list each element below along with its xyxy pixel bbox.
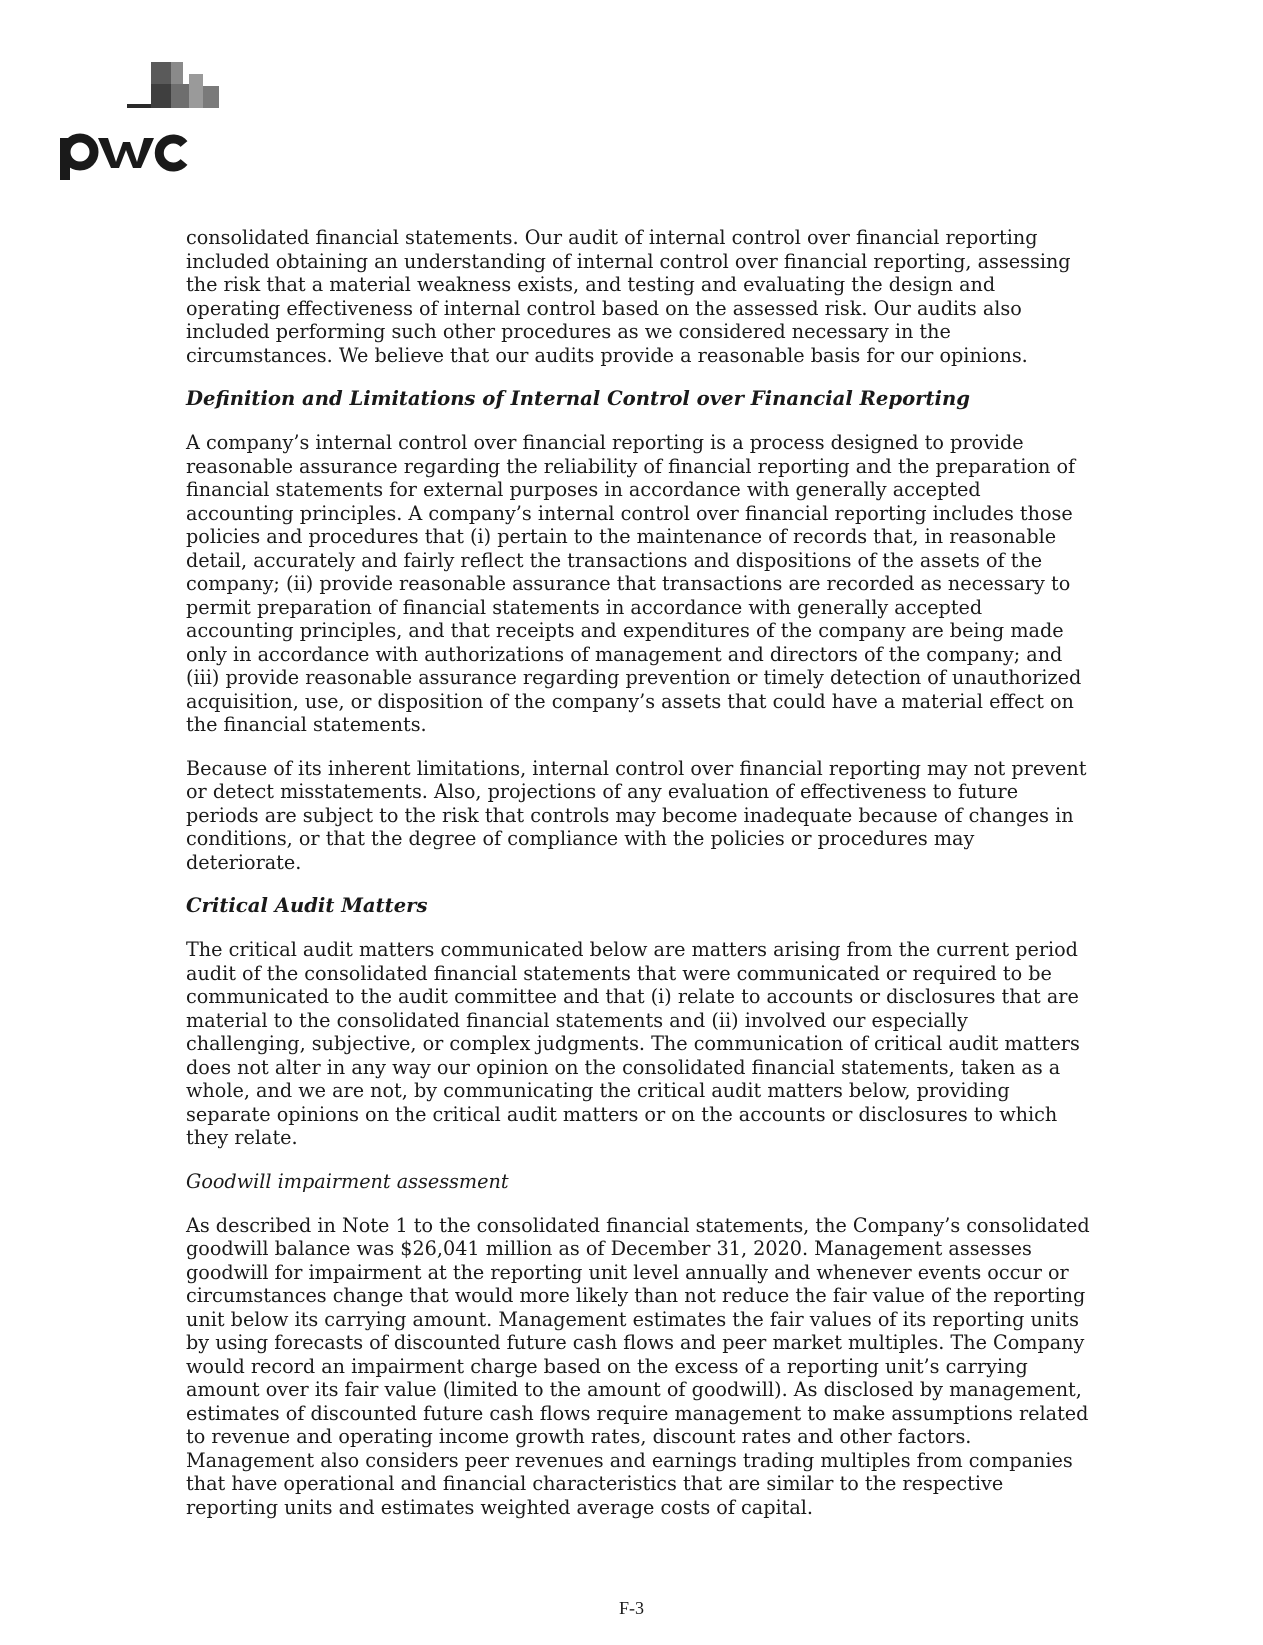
pwc-logo (58, 62, 228, 182)
paragraph-inherent-limitations: Because of its inherent limitations, internal control over financial reporting may not prevent or detect misstatements. Also, projections of any evaluation of effectiveness to future periods are subject to the risk that controls may become inadequate because of changes in conditions, or that the degree of compliance with the policies or procedures may deteriorate. (186, 756, 1087, 874)
page-number: F-3 (618, 1598, 644, 1618)
document-body (186, 226, 1091, 1539)
heading-definition-limitations: Definition and Limitations of Internal Control over Financial Reporting (186, 387, 970, 410)
paragraph-audit-scope: consolidated financial statements. Our audit of internal control over financial reporting included obtaining an understanding of internal control over financial reporting, assessing the risk that a material weakness exists, and testing and evaluating the design and operating effectiveness of internal control based on the assessed risk. Our audits also included performing such other procedures as we considered necessary in the circumstances. We believe that our audits provide a reasonable basis for our opinions. (186, 226, 1071, 367)
heading-critical-audit-matters: Critical Audit Matters (186, 894, 428, 917)
paragraph-internal-control-definition: A company’s internal control over financial reporting is a process designed to provide reasonable assurance regarding the reliability of financial reporting and the preparation of financial statements for external purposes in accordance with generally accepted accounting principles. A company’s internal control over financial reporting includes those policies and procedures that (i) pertain to the maintenance of records that, in reasonable detail, accurately and fairly reflect the transactions and dispositions of the assets of the company; (ii) provide reasonable assurance that transactions are recorded as necessary to permit preparation of financial statements in accordance with generally accepted accounting principles, and that receipts and expenditures of the company are being made only in accordance with authorizations of management and directors of the company; and (iii) provide reasonable assurance regarding prevention or timely detection of unauthorized acquisition, use, or disposition of the company’s assets that could have a material effect on the financial statements. (186, 431, 1082, 736)
paragraph-goodwill-description: As described in Note 1 to the consolidated financial statements, the Company’s consolidated goodwill balance was $26,041 million as of December 31, 2020. Management assesses goodwill for impairment at the reporting unit level annually and whenever events occur or circumstances change that would more likely than not reduce the fair value of the reporting unit below its carrying amount. Management estimates the fair values of its reporting units by using forecasts of discounted future cash flows and peer market multiples. The Company would record an impairment charge based on the excess of a reporting unit’s carrying amount over its fair value (limited to the amount of goodwill). As disclosed by management, estimates of discounted future cash flows require management to make assumptions related to revenue and operating income growth rates, discount rates and other factors. Management also considers peer revenues and earnings trading multiples from companies that have operational and financial characteristics that are similar to the respective reporting units and estimates weighted average costs of capital. (186, 1213, 1090, 1519)
pwc-logo-icon (58, 62, 228, 182)
subheading-goodwill-impairment: Goodwill impairment assessment (186, 1169, 509, 1193)
paragraph-critical-audit-matters: The critical audit matters communicated below are matters arising from the current period audit of the consolidated financial statements that were communicated or required to be communicated to the audit committee and that (i) relate to accounts or disclosures that are material to the consolidated financial statements and (ii) involved our especially challenging, subjective, or complex judgments. The communication of critical audit matters does not alter in any way our opinion on the consolidated financial statements, taken as a whole, and we are not, by communicating the critical audit matters below, providing separate opinions on the critical audit matters or on the accounts or disclosures to which they relate. (186, 938, 1080, 1149)
